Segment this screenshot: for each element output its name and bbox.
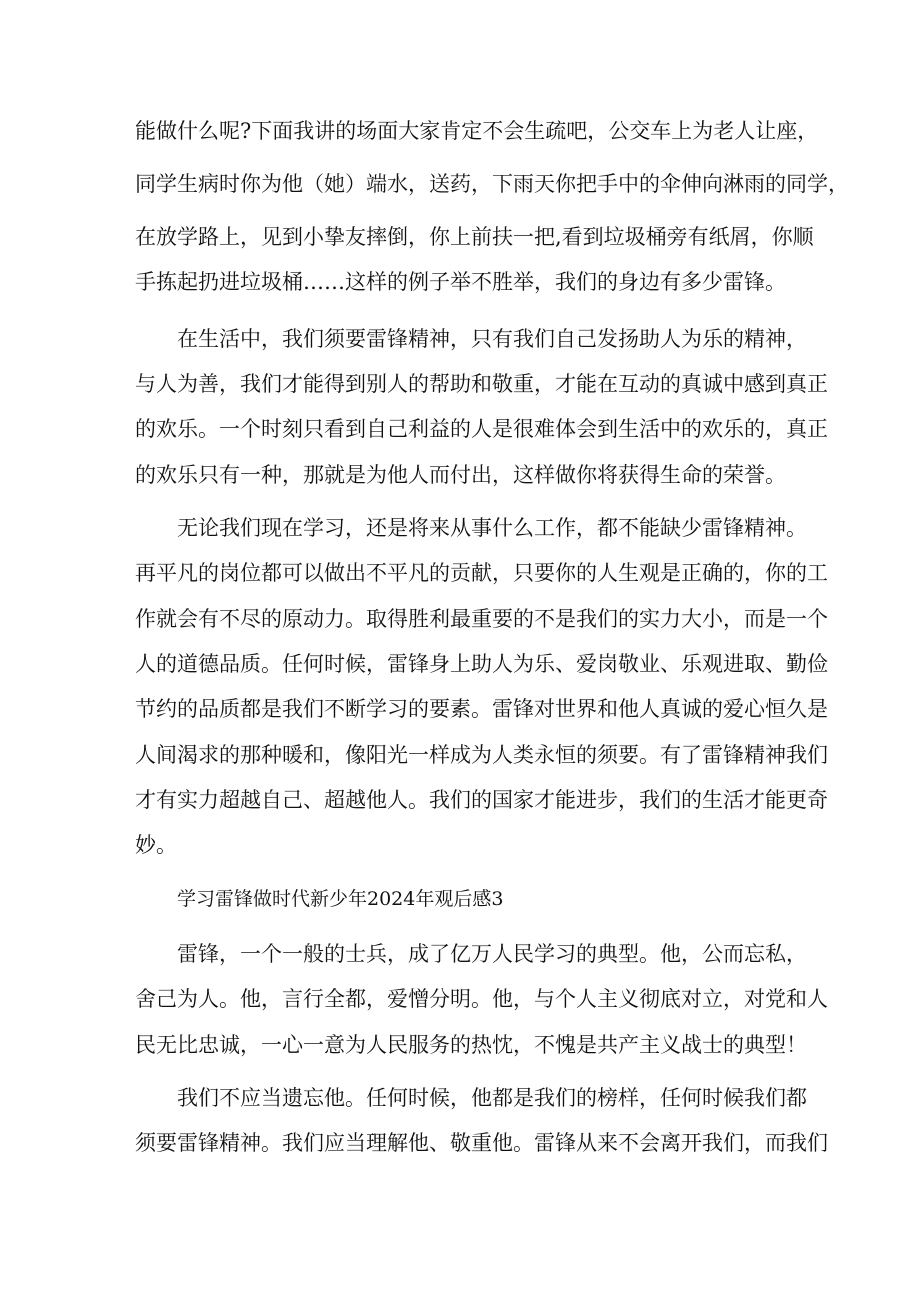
text-line: 的欢乐。一个时刻只看到自己利益的人是很难体会到生活中的欢乐的，真正 [135, 417, 828, 441]
text-line: 再平凡的岗位都可以做出不平凡的贡献，只要你的人生观是正确的，你的工 [135, 561, 828, 585]
text-line: 的欢乐只有一种，那就是为他人而付出，这样做你将获得生命的荣誉。 [135, 463, 786, 487]
section-heading: 学习雷锋做时代新少年2024年观后感3 [177, 888, 504, 910]
text-line: 在放学路上，见到小挚友摔倒，你上前扶一把,看到垃圾桶旁有纸屑，你顺 [135, 225, 814, 249]
text-line: 民无比忠诚，一心一意为人民服务的热忱，不愧是共产主义战士的典型！ [135, 1033, 807, 1057]
text-line: 同学生病时你为他（她）端水，送药，下雨天你把手中的伞伸向淋雨的同学， [135, 172, 849, 196]
text-line: 妙。 [135, 833, 177, 857]
text-line: 须要雷锋精神。我们应当理解他、敬重他。雷锋从来不会离开我们，而我们 [135, 1131, 828, 1155]
text-line: 在生活中，我们须要雷锋精神，只有我们自己发扬助人为乐的精神， [177, 327, 807, 351]
text-line: 我们不应当遗忘他。任何时候，他都是我们的榜样，任何时候我们都 [177, 1086, 807, 1110]
text-line: 无论我们现在学习，还是将来从事什么工作，都不能缺少雷锋精神。 [177, 516, 807, 540]
text-line: 节约的品质都是我们不断学习的要素。雷锋对世界和他人真诚的爱心恒久是 [135, 697, 828, 721]
text-line: 舍己为人。他，言行全都，爱憎分明。他，与个人主义彻底对立，对党和人 [135, 987, 828, 1011]
text-line: 作就会有不尽的原动力。取得胜利最重要的不是我们的实力大小，而是一个 [135, 607, 828, 631]
text-line: 手拣起扔进垃圾桶……这样的例子举不胜举，我们的身边有多少雷锋。 [135, 270, 786, 294]
text-line: 人的道德品质。任何时候，雷锋身上助人为乐、爱岗敬业、乐观进取、勤俭 [135, 652, 828, 676]
text-line: 能做什么呢?下面我讲的场面大家肯定不会生疏吧，公交车上为老人让座， [135, 119, 819, 143]
text-line: 人间渴求的那种暖和，像阳光一样成为人类永恒的须要。有了雷锋精神我们 [135, 743, 828, 767]
text-line: 才有实力超越自己、超越他人。我们的国家才能进步，我们的生活才能更奇 [135, 788, 828, 812]
text-line: 雷锋，一个一般的士兵，成了亿万人民学习的典型。他，公而忘私， [177, 942, 807, 966]
text-line: 与人为善，我们才能得到别人的帮助和敬重，才能在互动的真诚中感到真正 [135, 372, 828, 396]
